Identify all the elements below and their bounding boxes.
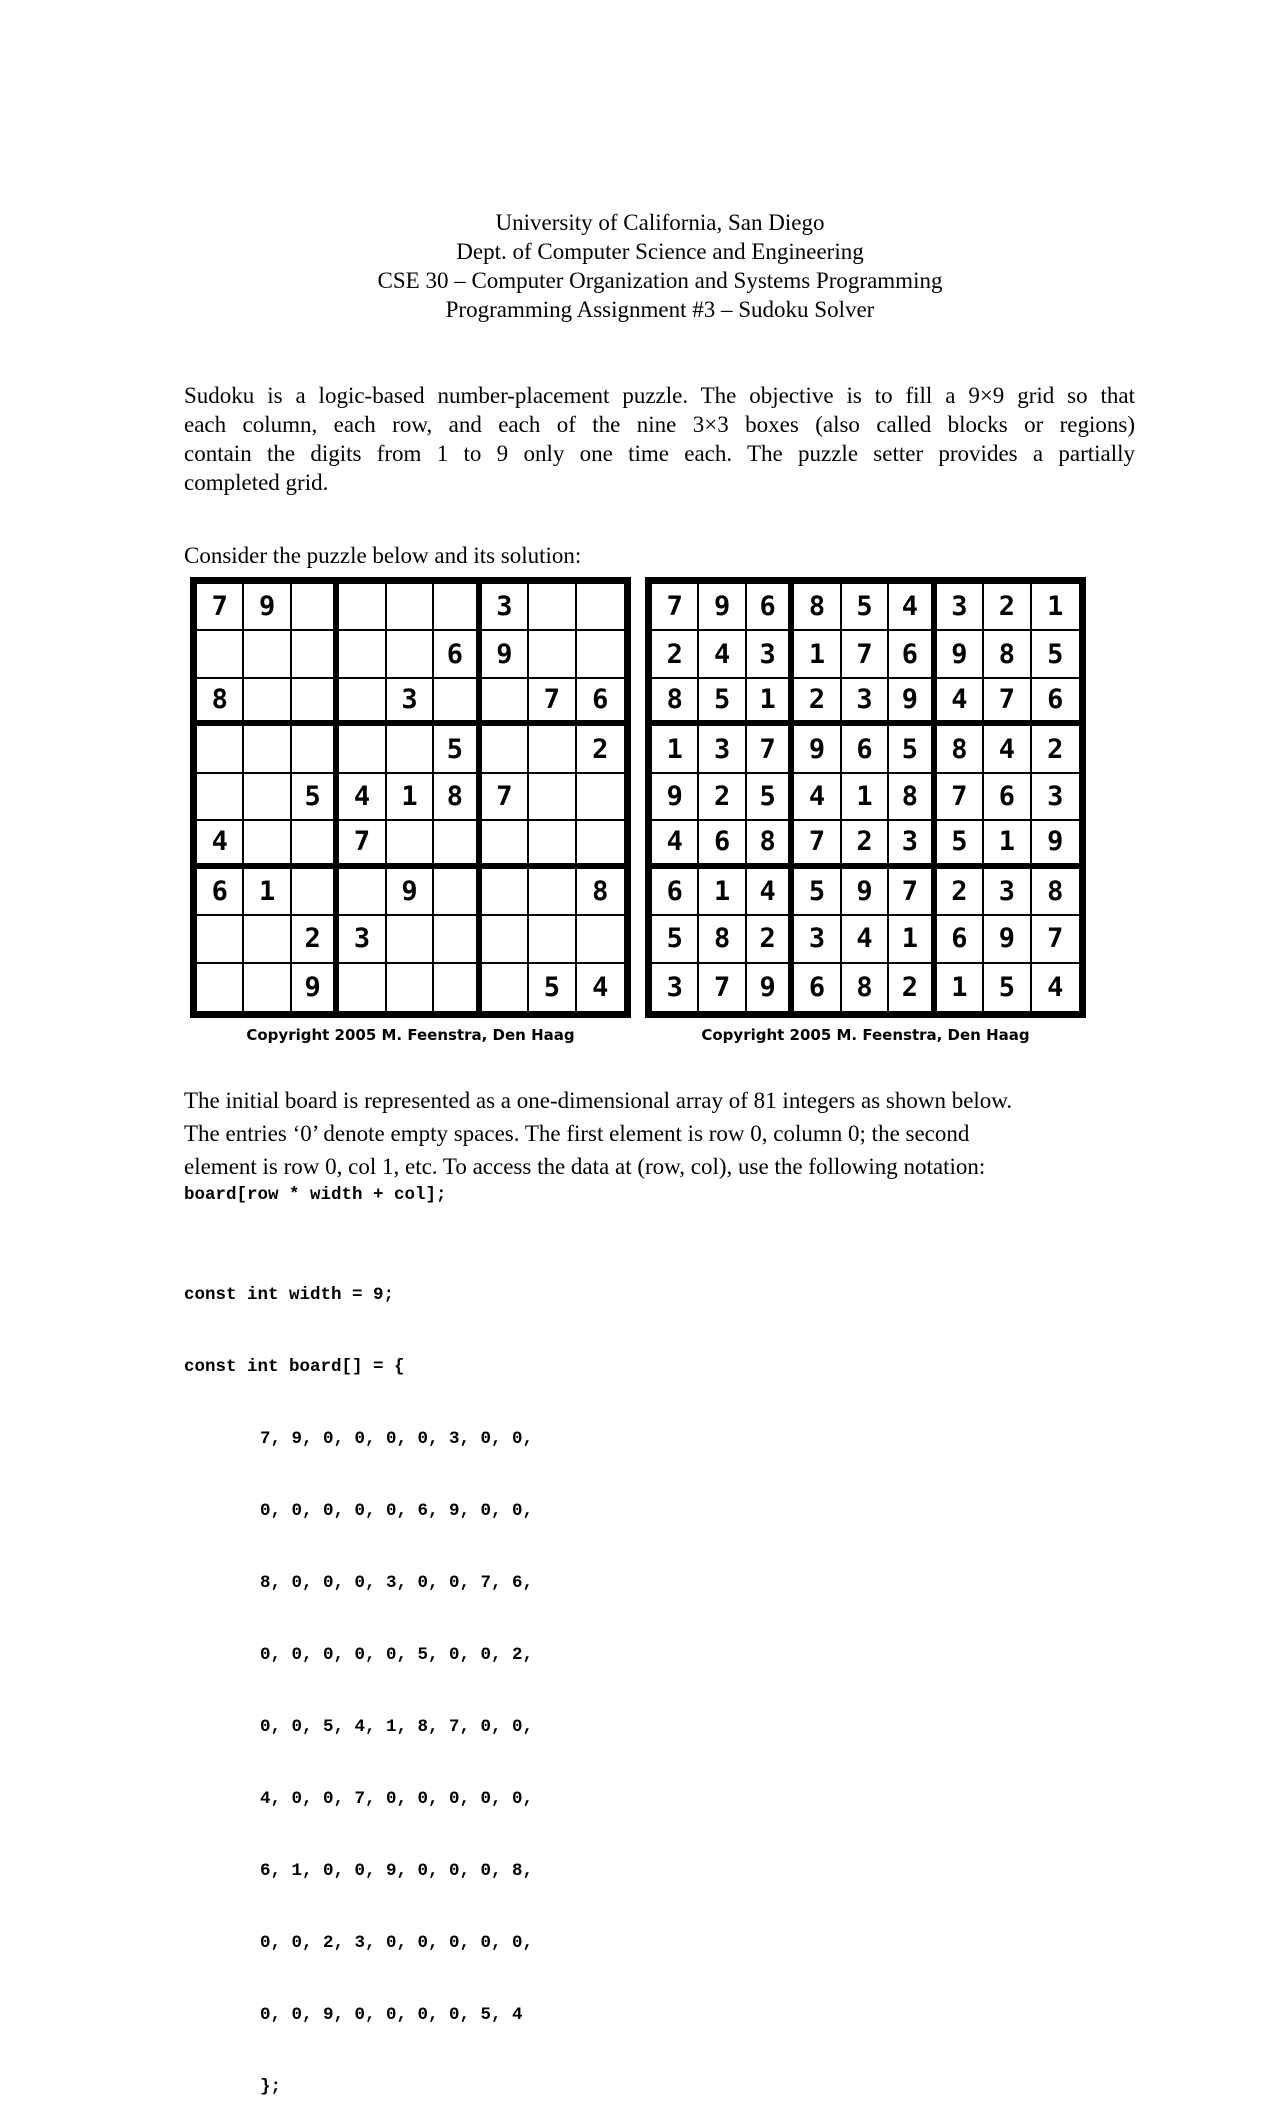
solution-cell: 7 bbox=[984, 679, 1031, 726]
puzzle-cell bbox=[244, 631, 291, 678]
puzzle-cell bbox=[244, 726, 291, 773]
puzzle-cell bbox=[339, 726, 386, 773]
solution-cell: 4 bbox=[794, 774, 841, 821]
solution-cell: 7 bbox=[747, 726, 794, 773]
code-row-line: 0, 0, 0, 0, 0, 6, 9, 0, 0, bbox=[260, 1501, 534, 1521]
solution-cell: 3 bbox=[889, 821, 936, 868]
solution-cell: 1 bbox=[842, 774, 889, 821]
puzzle-cell bbox=[434, 821, 481, 868]
description-line: element is row 0, col 1, etc. To access the data at (row, col), use the following notation: bbox=[184, 1154, 986, 1179]
solution-cell: 5 bbox=[1032, 631, 1079, 678]
solution-cell: 5 bbox=[937, 821, 984, 868]
puzzle-cell bbox=[292, 679, 339, 726]
puzzle-cell: 3 bbox=[482, 584, 529, 631]
puzzle-cell: 2 bbox=[292, 916, 339, 963]
solution-cell: 6 bbox=[889, 631, 936, 678]
puzzle-cell: 4 bbox=[592, 971, 609, 1003]
puzzle-cell: 5 bbox=[434, 726, 481, 773]
puzzle-cell: 4 bbox=[339, 774, 386, 821]
description-line: The initial board is represented as a one-dimensional array of 81 integers as shown below. bbox=[184, 1088, 1013, 1113]
solution-copyright: Copyright 2005 M. Feenstra, Den Haag bbox=[701, 1026, 1030, 1044]
solution-cell: 6 bbox=[794, 964, 841, 1011]
solution-cell: 5 bbox=[699, 679, 746, 726]
description-paragraph bbox=[184, 1084, 1144, 1183]
puzzle-cell bbox=[339, 584, 386, 631]
solution-cell: 1 bbox=[984, 821, 1031, 868]
puzzle-cell bbox=[339, 964, 386, 1011]
puzzle-cell bbox=[482, 821, 529, 868]
document-header bbox=[0, 208, 1280, 324]
puzzle-cell bbox=[482, 964, 529, 1011]
puzzle-cell bbox=[339, 869, 386, 916]
puzzle-cell bbox=[529, 726, 576, 773]
solution-cell: 2 bbox=[984, 584, 1031, 631]
solution-cell: 2 bbox=[699, 774, 746, 821]
solution-cell: 1 bbox=[794, 631, 841, 678]
puzzle-cell bbox=[482, 869, 529, 916]
puzzle-cell bbox=[387, 964, 434, 1011]
solution-cell: 4 bbox=[984, 726, 1031, 773]
puzzle-cell bbox=[577, 916, 624, 963]
solution-cell: 5 bbox=[747, 774, 794, 821]
solution-cell: 4 bbox=[699, 631, 746, 678]
header-department: Dept. of Computer Science and Engineering bbox=[456, 239, 864, 264]
header-university: University of California, San Diego bbox=[495, 210, 825, 235]
solution-figure bbox=[645, 577, 1086, 1044]
solution-cell: 8 bbox=[937, 726, 984, 773]
solution-cell: 7 bbox=[842, 631, 889, 678]
solution-cell: 2 bbox=[794, 679, 841, 726]
solution-cell: 1 bbox=[889, 916, 936, 963]
solution-cell: 8 bbox=[794, 584, 841, 631]
solution-cell: 8 bbox=[889, 774, 936, 821]
puzzle-cell bbox=[529, 916, 576, 963]
solution-cell: 2 bbox=[747, 916, 794, 963]
code-row-line: 8, 0, 0, 0, 3, 0, 0, 7, 6, bbox=[260, 1573, 534, 1593]
puzzle-cell bbox=[244, 679, 291, 726]
intro-line: contain the digits from 1 to 9 only one time each. The puzzle setter provides a partially bbox=[184, 441, 1135, 466]
intro-paragraph bbox=[184, 381, 1135, 497]
solution-cell: 9 bbox=[937, 631, 984, 678]
solution-cell: 1 bbox=[652, 726, 699, 773]
solution-cell: 4 bbox=[652, 821, 699, 868]
puzzle-cell: 9 bbox=[387, 869, 434, 916]
consider-text: Consider the puzzle below and its solution: bbox=[184, 543, 582, 568]
intro-line: completed grid. bbox=[184, 470, 329, 495]
puzzle-cell bbox=[529, 869, 576, 916]
solution-cell: 9 bbox=[794, 726, 841, 773]
puzzle-cell bbox=[197, 964, 244, 1011]
solution-cell: 9 bbox=[842, 869, 889, 916]
solution-cell: 7 bbox=[652, 584, 699, 631]
solution-cell: 7 bbox=[937, 774, 984, 821]
puzzle-cell: 9 bbox=[292, 964, 339, 1011]
puzzle-cell: 7 bbox=[482, 774, 529, 821]
solution-cell: 3 bbox=[842, 679, 889, 726]
solution-cell: 2 bbox=[652, 631, 699, 678]
solution-cell: 7 bbox=[699, 964, 746, 1011]
puzzle-cell bbox=[387, 916, 434, 963]
code-row-line: 0, 0, 2, 3, 0, 0, 0, 0, 0, bbox=[260, 1933, 534, 1953]
description-line: The entries ‘0’ denote empty spaces. The first element is row 0, column 0; the second bbox=[184, 1121, 970, 1146]
puzzle-cell: 6 bbox=[197, 869, 244, 916]
solution-cell: 6 bbox=[652, 869, 699, 916]
puzzle-cell bbox=[434, 964, 481, 1011]
solution-cell: 3 bbox=[652, 964, 699, 1011]
solution-cell: 5 bbox=[889, 726, 936, 773]
puzzle-cell bbox=[529, 584, 576, 631]
solution-cell: 9 bbox=[984, 916, 1031, 963]
puzzle-cell bbox=[244, 774, 291, 821]
puzzle-cell bbox=[244, 821, 291, 868]
board-declaration-code bbox=[184, 1235, 533, 2123]
solution-cell: 1 bbox=[747, 679, 794, 726]
puzzle-cell bbox=[577, 631, 624, 678]
solution-cell: 8 bbox=[1032, 869, 1079, 916]
solution-cell: 4 bbox=[842, 916, 889, 963]
solution-cell: 4 bbox=[1047, 971, 1064, 1003]
puzzle-cell bbox=[482, 679, 529, 726]
solution-cell: 2 bbox=[842, 821, 889, 868]
puzzle-cell bbox=[292, 726, 339, 773]
code-row-line: 6, 1, 0, 0, 9, 0, 0, 0, 8, bbox=[260, 1861, 534, 1881]
solution-cell: 8 bbox=[842, 964, 889, 1011]
puzzle-cell: 8 bbox=[577, 869, 624, 916]
code-width-line: const int width = 9; bbox=[184, 1285, 395, 1305]
solution-cell: 9 bbox=[652, 774, 699, 821]
puzzle-cell: 1 bbox=[387, 774, 434, 821]
solution-cell: 8 bbox=[984, 631, 1031, 678]
solution-cell: 5 bbox=[794, 869, 841, 916]
solution-cell: 6 bbox=[984, 774, 1031, 821]
solution-cell: 7 bbox=[889, 869, 936, 916]
solution-cell: 9 bbox=[699, 584, 746, 631]
puzzle-cell: 7 bbox=[529, 679, 576, 726]
puzzle-copyright: Copyright 2005 M. Feenstra, Den Haag bbox=[246, 1026, 575, 1044]
code-row-line: 0, 0, 0, 0, 0, 5, 0, 0, 2, bbox=[260, 1645, 534, 1665]
puzzle-cell: 6 bbox=[434, 631, 481, 678]
solution-cell: 1 bbox=[1032, 584, 1079, 631]
solution-cell: 6 bbox=[1032, 679, 1079, 726]
solution-cell: 3 bbox=[937, 584, 984, 631]
puzzle-cell bbox=[434, 679, 481, 726]
puzzle-cell bbox=[292, 631, 339, 678]
puzzle-cell: 7 bbox=[197, 584, 244, 631]
solution-cell: 9 bbox=[1032, 821, 1079, 868]
solution-cell: 2 bbox=[1032, 726, 1079, 773]
solution-cell: 1 bbox=[699, 869, 746, 916]
puzzle-cell: 7 bbox=[339, 821, 386, 868]
solution-cell: 8 bbox=[652, 679, 699, 726]
puzzle-cell: 2 bbox=[577, 726, 624, 773]
solution-cell: 6 bbox=[937, 916, 984, 963]
puzzle-cell bbox=[434, 916, 481, 963]
puzzle-cell bbox=[577, 821, 624, 868]
code-row-line: 0, 0, 9, 0, 0, 0, 0, 5, 4 bbox=[260, 2005, 523, 2025]
code-row-line: 7, 9, 0, 0, 0, 0, 3, 0, 0, bbox=[260, 1429, 534, 1449]
puzzle-cell: 3 bbox=[339, 916, 386, 963]
puzzle-cell bbox=[244, 964, 291, 1011]
puzzle-cell: 8 bbox=[434, 774, 481, 821]
puzzle-cell: 4 bbox=[197, 821, 244, 868]
puzzle-grid bbox=[190, 577, 631, 1018]
puzzle-cell bbox=[577, 584, 624, 631]
solution-cell: 3 bbox=[984, 869, 1031, 916]
puzzle-cell bbox=[292, 821, 339, 868]
solution-cell: 3 bbox=[794, 916, 841, 963]
puzzle-cell bbox=[434, 869, 481, 916]
solution-cell: 5 bbox=[842, 584, 889, 631]
puzzle-cell: 9 bbox=[244, 584, 291, 631]
access-notation-code: board[row * width + col]; bbox=[184, 1185, 447, 1205]
puzzle-cell bbox=[197, 774, 244, 821]
intro-line: Sudoku is a logic-based number-placement puzzle. The objective is to fill a 9×9 grid so that bbox=[184, 383, 1135, 408]
puzzle-figure bbox=[190, 577, 631, 1044]
solution-cell: 6 bbox=[747, 584, 794, 631]
puzzle-cell bbox=[529, 821, 576, 868]
puzzle-cell: 1 bbox=[244, 869, 291, 916]
puzzle-cell bbox=[387, 584, 434, 631]
code-row-line: 0, 0, 5, 4, 1, 8, 7, 0, 0, bbox=[260, 1717, 534, 1737]
solution-cell: 8 bbox=[747, 821, 794, 868]
puzzle-cell: 5 bbox=[529, 964, 576, 1011]
puzzle-cell bbox=[482, 726, 529, 773]
solution-cell: 3 bbox=[747, 631, 794, 678]
solution-cell: 3 bbox=[699, 726, 746, 773]
puzzle-cell bbox=[197, 916, 244, 963]
code-close-line: }; bbox=[260, 2077, 282, 2097]
puzzle-cell bbox=[434, 584, 481, 631]
solution-cell: 7 bbox=[1032, 916, 1079, 963]
solution-cell: 9 bbox=[889, 679, 936, 726]
header-course: CSE 30 – Computer Organization and Systems Programming bbox=[377, 268, 943, 293]
solution-cell: 4 bbox=[937, 679, 984, 726]
code-row-line: 4, 0, 0, 7, 0, 0, 0, 0, 0, bbox=[260, 1789, 534, 1809]
solution-cell: 8 bbox=[699, 916, 746, 963]
puzzle-cell: 5 bbox=[292, 774, 339, 821]
solution-cell: 4 bbox=[747, 869, 794, 916]
puzzle-cell: 8 bbox=[197, 679, 244, 726]
intro-line: each column, each row, and each of the nine 3×3 boxes (also called blocks or regions) bbox=[184, 412, 1135, 437]
solution-cell: 4 bbox=[889, 584, 936, 631]
solution-grid bbox=[645, 577, 1086, 1018]
puzzle-cell bbox=[387, 726, 434, 773]
solution-cell: 6 bbox=[842, 726, 889, 773]
puzzle-cell bbox=[292, 584, 339, 631]
solution-cell: 2 bbox=[937, 869, 984, 916]
puzzle-cell bbox=[197, 726, 244, 773]
puzzle-cell bbox=[577, 774, 624, 821]
puzzle-cell: 3 bbox=[387, 679, 434, 726]
puzzle-cell bbox=[292, 869, 339, 916]
puzzle-cell: 6 bbox=[577, 679, 624, 726]
puzzle-cell: 9 bbox=[482, 631, 529, 678]
code-board-line: const int board[] = { bbox=[184, 1357, 405, 1377]
puzzle-cell bbox=[197, 631, 244, 678]
solution-cell: 5 bbox=[652, 916, 699, 963]
puzzle-cell bbox=[387, 631, 434, 678]
solution-cell: 2 bbox=[889, 964, 936, 1011]
solution-cell: 5 bbox=[984, 964, 1031, 1011]
puzzle-cell bbox=[482, 916, 529, 963]
solution-cell: 1 bbox=[937, 964, 984, 1011]
solution-cell: 6 bbox=[699, 821, 746, 868]
puzzle-cell bbox=[339, 631, 386, 678]
puzzle-cell bbox=[339, 679, 386, 726]
solution-cell: 3 bbox=[1032, 774, 1079, 821]
header-assignment-title: Programming Assignment #3 – Sudoku Solver bbox=[445, 297, 875, 322]
puzzle-cell bbox=[529, 774, 576, 821]
solution-cell: 7 bbox=[794, 821, 841, 868]
solution-cell: 9 bbox=[747, 964, 794, 1011]
puzzle-cell bbox=[244, 916, 291, 963]
puzzle-cell bbox=[529, 631, 576, 678]
puzzle-cell bbox=[387, 821, 434, 868]
